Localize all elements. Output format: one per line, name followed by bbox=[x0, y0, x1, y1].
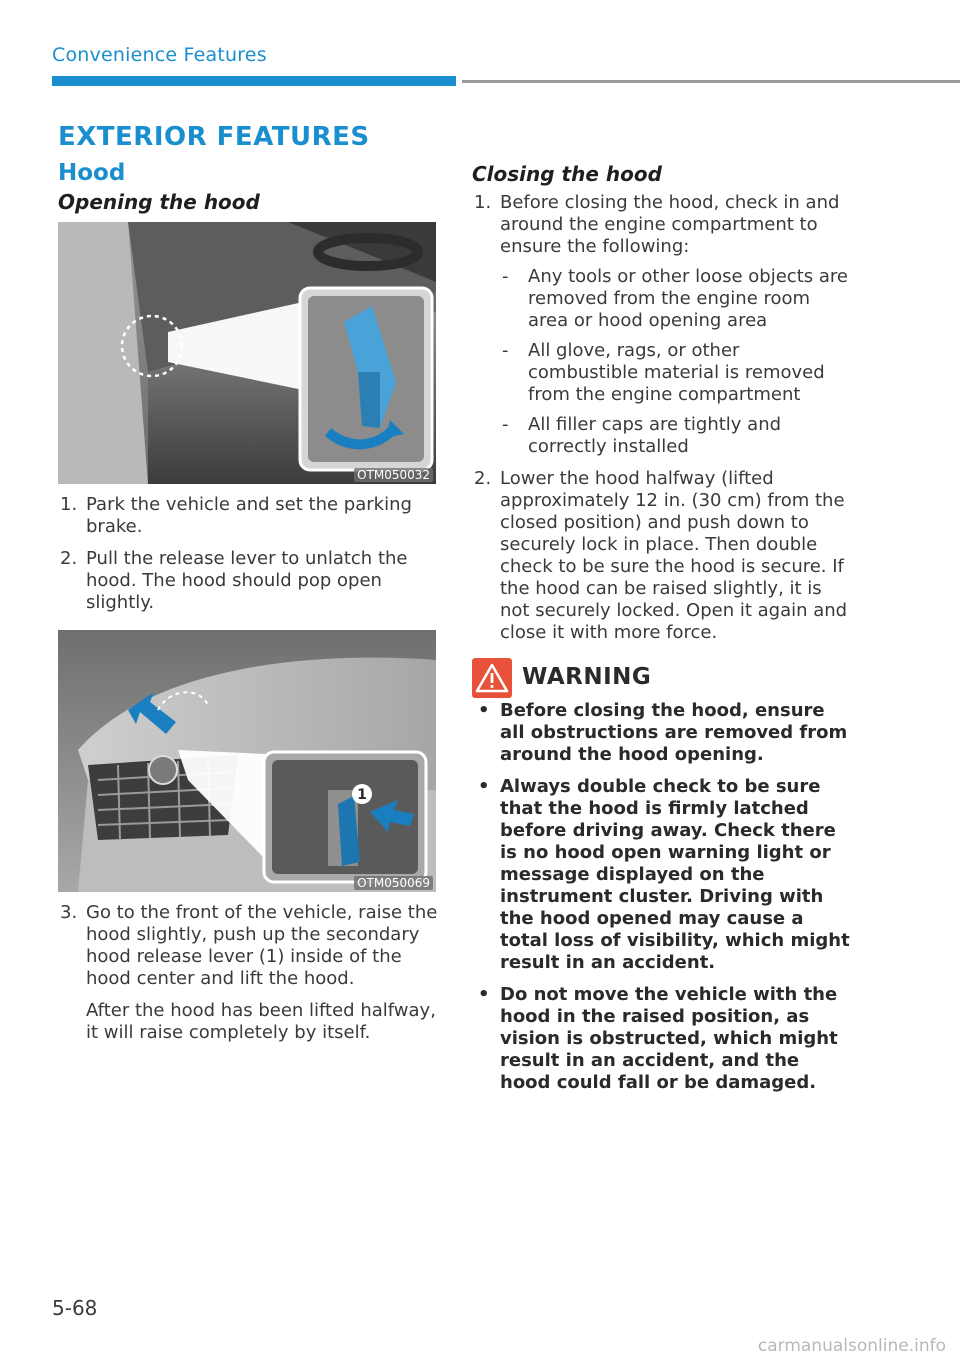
figure-hood-release-lever bbox=[58, 222, 436, 484]
list-item bbox=[474, 192, 852, 458]
step-text: Go to the front of the vehicle, raise the hood slightly, push up the secondary hood release lever (1) inside of the hood center and lift the hood. bbox=[86, 902, 438, 989]
header-rule-accent bbox=[52, 76, 456, 86]
figure-code: OTM050032 bbox=[354, 468, 433, 482]
bullet-marker: • bbox=[478, 984, 490, 1005]
figure-code: OTM050069 bbox=[354, 876, 433, 890]
step-text: Park the vehicle and set the parking brake. bbox=[86, 494, 412, 537]
sub-list-item bbox=[500, 266, 852, 332]
step-number: 3. bbox=[60, 902, 78, 923]
warning-triangle-icon bbox=[472, 658, 512, 698]
hood-release-lever-illustration bbox=[58, 222, 436, 484]
watermark: carmanualsonline.info bbox=[757, 1336, 946, 1356]
sub-list-item bbox=[500, 340, 852, 406]
warning-text: Always double check to be sure that the hood is firmly latched before driving away. Check there is no hood open warning light or message displayed on the instrument cluster. Driving with the hood opened may cause a total loss of visibility, which might result in an accident. bbox=[500, 776, 850, 973]
closing-steps bbox=[474, 192, 852, 654]
hood-title: Hood bbox=[58, 160, 126, 186]
opening-step-3 bbox=[60, 902, 440, 1054]
list-item bbox=[474, 776, 854, 974]
step-text: Before closing the hood, check in and around the engine compartment to ensure the following: bbox=[500, 192, 840, 257]
step-number: 2. bbox=[474, 468, 492, 489]
header-title: Convenience Features bbox=[52, 44, 267, 66]
bullet-marker: • bbox=[478, 776, 490, 797]
header-rule bbox=[462, 80, 960, 83]
step-note: After the hood has been lifted halfway, it will raise completely by itself. bbox=[86, 1000, 436, 1043]
sub-list-item bbox=[500, 414, 852, 458]
list-item bbox=[60, 494, 440, 538]
opening-hood-title: Opening the hood bbox=[58, 190, 260, 214]
closing-hood-title: Closing the hood bbox=[472, 162, 662, 186]
step-number: 2. bbox=[60, 548, 78, 569]
warning-text: Before closing the hood, ensure all obstructions are removed from around the hood opening. bbox=[500, 700, 848, 765]
figure-callout-1: 1 bbox=[357, 787, 367, 803]
bullet-marker: • bbox=[478, 700, 490, 721]
sub-item-text: Any tools or other loose objects are removed from the engine room area or hood opening area bbox=[528, 266, 848, 331]
list-item bbox=[474, 468, 852, 644]
dash-marker: - bbox=[502, 414, 509, 435]
dash-marker: - bbox=[502, 340, 509, 361]
list-item bbox=[474, 984, 854, 1094]
warning-text: Do not move the vehicle with the hood in the raised position, as vision is obstructed, which might result in an accident, and the hood could fall or be damaged. bbox=[500, 984, 838, 1093]
list-item bbox=[474, 700, 854, 766]
section-title: EXTERIOR FEATURES bbox=[58, 122, 370, 152]
figure-secondary-release-lever bbox=[58, 630, 436, 892]
warning-list bbox=[474, 700, 854, 1104]
step-number: 1. bbox=[60, 494, 78, 515]
warning-label: WARNING bbox=[522, 664, 652, 690]
step-text: Pull the release lever to unlatch the hood. The hood should pop open slightly. bbox=[86, 548, 408, 613]
step-number: 1. bbox=[474, 192, 492, 213]
opening-steps-1-2 bbox=[60, 494, 440, 624]
page-number: 5-68 bbox=[52, 1296, 98, 1320]
list-item bbox=[60, 548, 440, 614]
dash-marker: - bbox=[502, 266, 509, 287]
list-item bbox=[60, 902, 440, 1044]
secondary-release-lever-illustration bbox=[58, 630, 436, 892]
step-text: Lower the hood halfway (lifted approximately 12 in. (30 cm) from the closed position) and push down to securely lock in place. Then double check to be sure the hood is secure. If the hood can be raised slightly, it is not securely locked. Open it again and close it with more force. bbox=[500, 468, 848, 643]
sub-item-text: All glove, rags, or other combustible material is removed from the engine compartment bbox=[528, 340, 825, 405]
sub-item-text: All filler caps are tightly and correctly installed bbox=[528, 414, 782, 457]
